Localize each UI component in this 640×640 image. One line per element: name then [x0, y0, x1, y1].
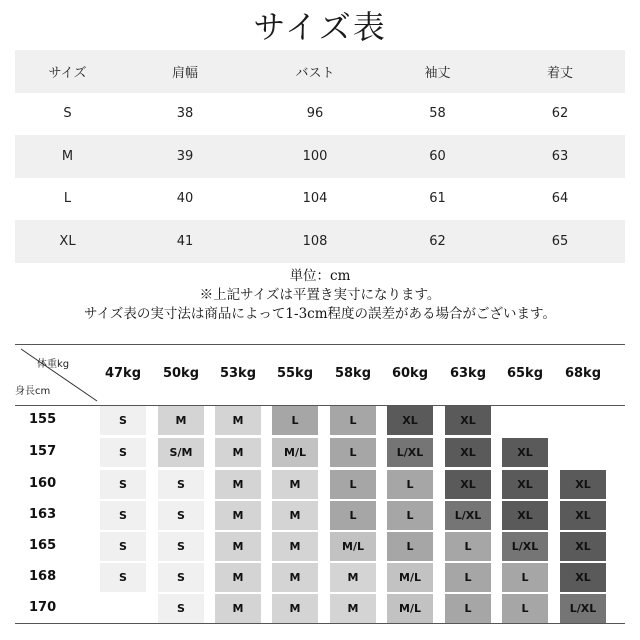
size-table-cell: 39 — [176, 148, 194, 164]
weight-header: 58kg — [334, 366, 372, 381]
fit-cell: M — [215, 563, 261, 592]
fit-cell: XL — [502, 470, 548, 499]
fit-cell: XL — [445, 470, 491, 499]
weight-header: 68kg — [564, 366, 602, 381]
size-table-row — [15, 220, 625, 263]
fit-cell: L — [387, 470, 433, 499]
fit-cell: M — [272, 563, 318, 592]
size-table-row — [15, 93, 625, 136]
size-table-cell: 62 — [551, 106, 569, 122]
page-title: サイズ表 — [253, 8, 387, 46]
fit-cell: S — [158, 470, 204, 499]
fit-cell: S — [100, 470, 146, 499]
fit-cell: M — [272, 501, 318, 530]
height-label: 157 — [29, 444, 57, 459]
size-table-cell: M — [61, 148, 74, 164]
fit-cell: S — [100, 406, 146, 435]
fit-cell: M — [215, 406, 261, 435]
fit-cell: L — [387, 532, 433, 561]
measurement-note: ※上記サイズは平置き実寸になります。 — [199, 287, 441, 303]
fit-cell: M — [272, 594, 318, 623]
size-table-cell: 60 — [429, 148, 446, 164]
weight-header: 47kg — [104, 366, 142, 381]
fit-chart — [15, 344, 625, 624]
size-table — [15, 50, 625, 263]
fit-cell: XL — [502, 438, 548, 467]
fit-cell: XL — [445, 438, 491, 467]
size-table-cell: 100 — [302, 148, 328, 164]
chart-corner-header — [15, 345, 100, 404]
size-table-cell: 41 — [176, 233, 194, 249]
fit-cell: L — [445, 594, 491, 623]
size-table-header — [15, 50, 625, 93]
unit-note: 単位：cm — [289, 268, 351, 284]
fit-cell: L/XL — [445, 501, 491, 530]
fit-cell: S — [158, 594, 204, 623]
fit-cell: M — [272, 470, 318, 499]
size-table-cell: XL — [59, 233, 76, 249]
weight-axis-label: 体重kg — [37, 359, 70, 370]
fit-cell: S — [158, 501, 204, 530]
fit-cell: M/L — [387, 594, 433, 623]
fit-cell: M — [215, 470, 261, 499]
size-table-cell: 104 — [302, 191, 328, 207]
height-label: 170 — [29, 600, 57, 615]
size-table-cell: 108 — [302, 233, 328, 249]
size-table-cell: S — [63, 106, 72, 122]
fit-cell: XL — [560, 501, 606, 530]
height-axis-label: 身長cm — [15, 386, 51, 397]
size-table-cell: 40 — [176, 191, 194, 207]
size-table-cell: 64 — [551, 191, 569, 207]
fit-cell: M — [215, 438, 261, 467]
fit-cell: L/XL — [502, 532, 548, 561]
weight-header: 50kg — [162, 366, 200, 381]
fit-cell: S/M — [158, 438, 204, 467]
weight-header: 63kg — [449, 366, 487, 381]
fit-cell: L/XL — [560, 594, 606, 623]
size-table-cell: 62 — [429, 233, 446, 249]
weight-header: 60kg — [391, 366, 429, 381]
size-table-cell: 96 — [306, 106, 324, 122]
chart-bottom-border — [15, 623, 625, 624]
fit-cell: L — [330, 501, 376, 530]
fit-cell: L — [272, 406, 318, 435]
fit-cell: S — [100, 563, 146, 592]
height-label: 163 — [29, 507, 57, 522]
size-table-cell: L — [63, 191, 72, 207]
size-table-header-cell: 肩幅 — [171, 65, 198, 81]
size-table-cell: 38 — [176, 106, 194, 122]
fit-cell: M — [330, 563, 376, 592]
fit-cell: M/L — [272, 438, 318, 467]
size-table-header-cell: バスト — [295, 65, 335, 81]
size-table-row — [15, 178, 625, 221]
fit-cell: L — [330, 438, 376, 467]
fit-cell: L — [445, 532, 491, 561]
fit-cell: XL — [560, 532, 606, 561]
fit-cell: L/XL — [387, 438, 433, 467]
size-table-row — [15, 135, 625, 178]
fit-cell: M — [215, 594, 261, 623]
size-table-header-cell: 袖丈 — [424, 65, 451, 81]
size-table-cell: 63 — [551, 148, 569, 164]
fit-cell: M — [215, 532, 261, 561]
fit-cell: L — [387, 501, 433, 530]
fit-cell: XL — [387, 406, 433, 435]
size-table-cell: 58 — [429, 106, 446, 122]
fit-cell: S — [100, 438, 146, 467]
fit-cell: L — [330, 470, 376, 499]
size-table-cell: 65 — [551, 233, 569, 249]
weight-header: 53kg — [219, 366, 257, 381]
fit-cell: M — [215, 501, 261, 530]
fit-cell: XL — [560, 563, 606, 592]
height-label: 165 — [29, 538, 57, 553]
weight-header: 65kg — [506, 366, 544, 381]
fit-cell: L — [502, 563, 548, 592]
fit-cell: S — [158, 532, 204, 561]
height-label: 155 — [29, 412, 57, 427]
fit-cell: L — [445, 563, 491, 592]
size-table-header-cell: サイズ — [48, 65, 87, 81]
fit-cell: S — [100, 532, 146, 561]
fit-cell: M — [330, 594, 376, 623]
fit-cell: M/L — [330, 532, 376, 561]
size-table-cell: 61 — [429, 191, 446, 207]
fit-cell: S — [100, 501, 146, 530]
fit-cell: L — [330, 406, 376, 435]
fit-cell: XL — [560, 470, 606, 499]
fit-cell: XL — [502, 501, 548, 530]
size-notes — [0, 267, 640, 324]
weight-header: 55kg — [276, 366, 314, 381]
fit-cell: S — [158, 563, 204, 592]
fit-cell: L — [502, 594, 548, 623]
height-label: 168 — [29, 569, 57, 584]
height-label: 160 — [29, 476, 57, 491]
size-table-header-cell: 着丈 — [546, 65, 573, 81]
fit-cell: M — [272, 532, 318, 561]
fit-cell: M — [158, 406, 204, 435]
fit-cell: XL — [445, 406, 491, 435]
chart-top-border — [15, 344, 625, 345]
fit-cell: M/L — [387, 563, 433, 592]
tolerance-note: サイズ表の実寸法は商品によって1-3cm程度の誤差がある場合がございます。 — [84, 306, 556, 322]
